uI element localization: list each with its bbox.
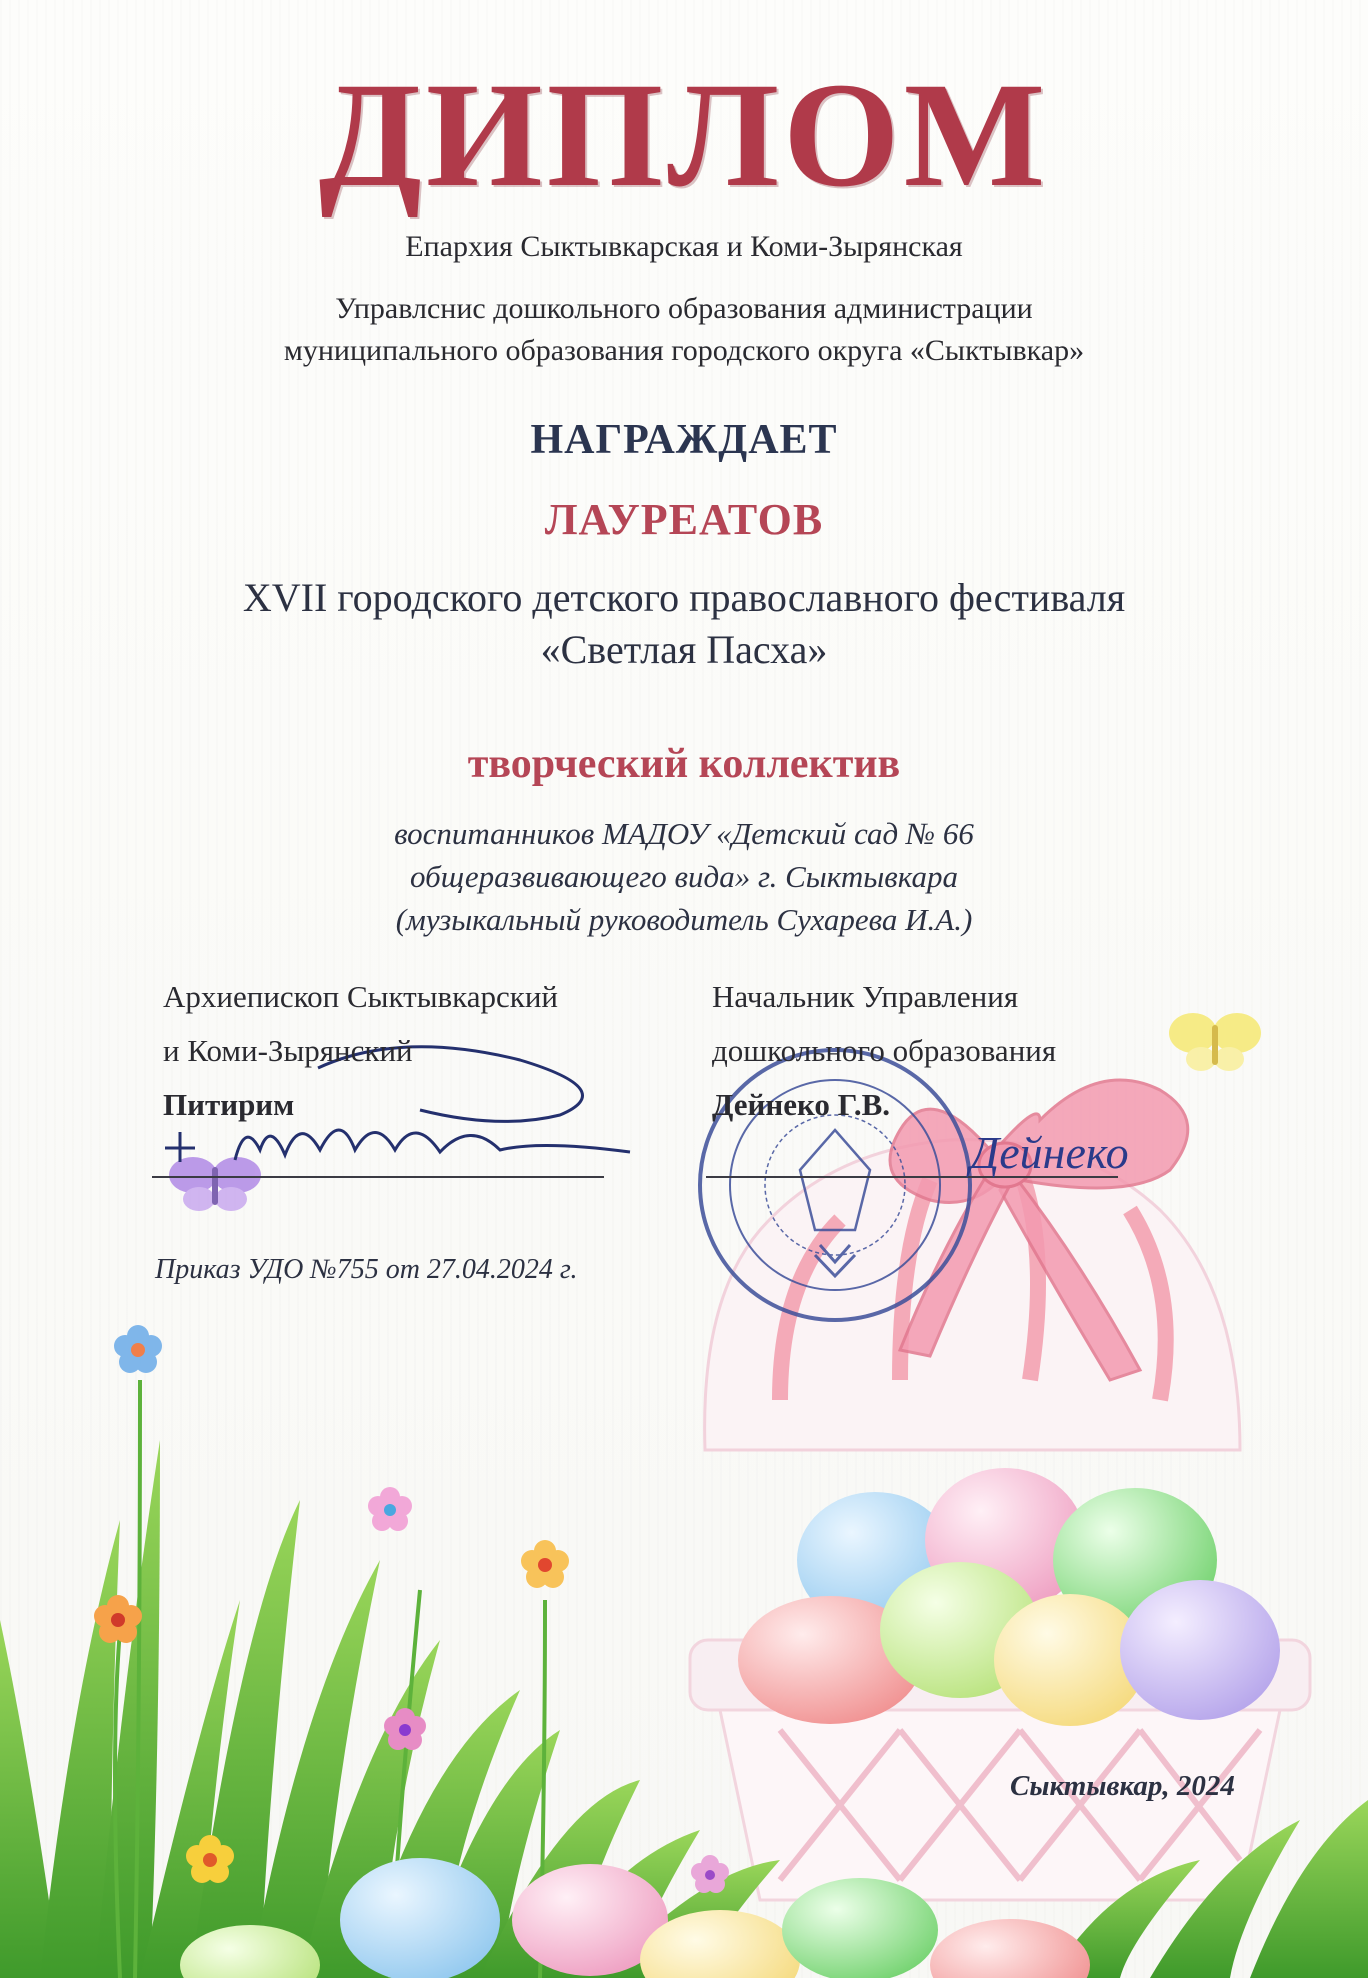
recipient-line1: воспитанников МАДОУ «Детский сад № 66 <box>394 816 974 851</box>
signatory-left-name: Питирим <box>163 1087 295 1122</box>
order-reference: Приказ УДО №755 от 27.04.2024 г. <box>155 1254 578 1285</box>
festival-line1: XVII городского детского православного фестиваля <box>242 575 1126 620</box>
recipient-type: творческий коллектив <box>467 741 901 787</box>
signatory-right <box>712 970 1056 1132</box>
butterfly-yellow <box>1169 1013 1261 1071</box>
recipient-line2: общеразвивающего вида» г. Сыктывкара <box>410 859 958 894</box>
signatory-left-title2: и Коми-Зырянский <box>163 1033 413 1068</box>
festival-line2: «Светлая Пасха» <box>540 627 828 672</box>
laureates-heading: ЛАУРЕАТОВ <box>544 495 824 544</box>
signatory-left <box>163 970 558 1132</box>
signatory-right-title1: Начальник Управления <box>712 979 1019 1014</box>
signatory-right-title2: дошкольного образования <box>712 1033 1057 1068</box>
org-department-line2: муниципального образования городского округа «Сыктывкар» <box>283 334 1085 367</box>
svg-text:Дейнеко: Дейнеко <box>970 1127 1129 1178</box>
signatory-right-name: Дейнеко Г.В. <box>712 1087 891 1122</box>
recipient-details <box>0 812 1368 941</box>
eggs-in-basket <box>738 1468 1280 1726</box>
org-department <box>0 288 1368 372</box>
recipient-line3: (музыкальный руководитель Сухарева И.А.) <box>395 902 973 937</box>
awards-heading: НАГРАЖДАЕТ <box>530 417 838 463</box>
signature-right <box>960 1118 1200 1188</box>
butterfly-purple <box>169 1157 261 1211</box>
signatory-left-title1: Архиепископ Сыктывкарский <box>163 979 559 1014</box>
place-year: Сыктывкар, 2024 <box>1010 1770 1235 1802</box>
diploma-title: ДИПЛОМ <box>318 52 1050 218</box>
signature-line-left <box>152 1176 604 1178</box>
festival-name <box>0 572 1368 676</box>
org-eparchy: Епархия Сыктывкарская и Коми-Зырянская <box>405 230 963 263</box>
org-department-line1: Управлснис дошкольного образования администрации <box>335 292 1033 325</box>
